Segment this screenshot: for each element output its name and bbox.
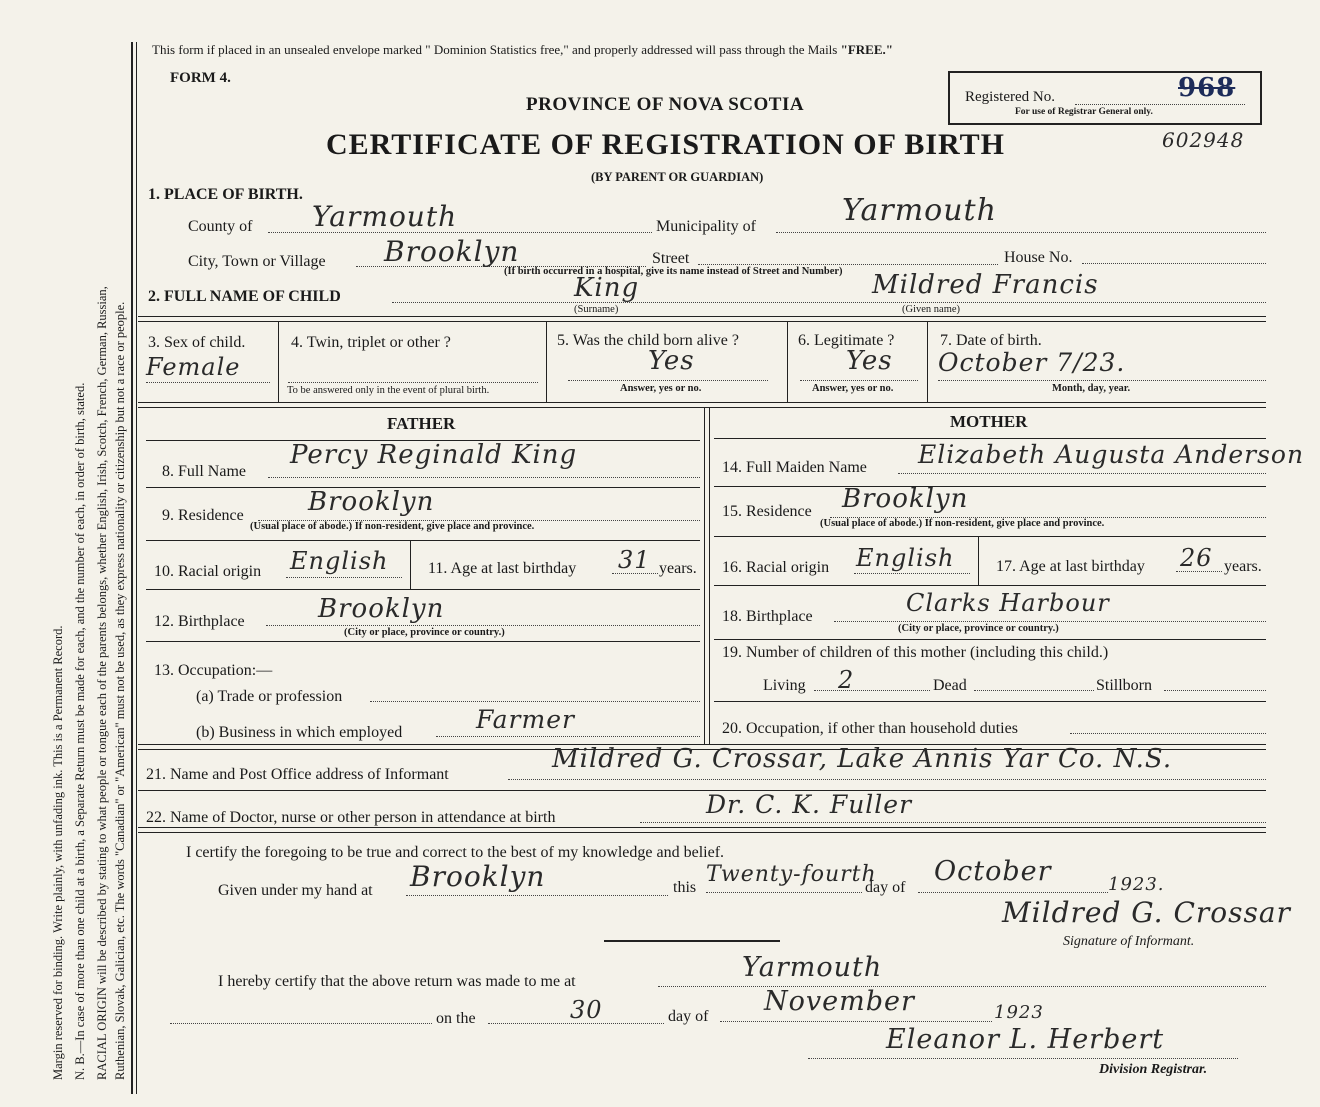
twin-label: 4. Twin, triplet or other ? [291, 334, 451, 351]
mother-race-line [854, 573, 970, 574]
house-line [1082, 263, 1266, 264]
rule-certify-2 [138, 832, 1266, 833]
mother-name-label: 14. Full Maiden Name [722, 459, 867, 476]
given-this-label: this [673, 879, 697, 896]
mother-dead-label: Dead [933, 677, 967, 694]
municipality-label: Municipality of [656, 218, 756, 235]
mother-occupation-label: 20. Occupation, if other than household duties [722, 720, 1018, 737]
registrar-signature-line [808, 1058, 1238, 1059]
father-residence-label: 9. Residence [162, 507, 244, 524]
mother-birthplace-label: 18. Birthplace [722, 608, 813, 625]
father-occupation-label: 13. Occupation:— [154, 662, 273, 679]
registrar-prefix-line [170, 1023, 432, 1024]
form-number: FORM 4. [170, 70, 231, 86]
mother-race-divider [978, 537, 979, 585]
father-rule-4 [146, 589, 700, 590]
given-day-line [706, 892, 862, 893]
rule-doctor [138, 790, 1266, 791]
municipality-value: Yarmouth [842, 193, 997, 228]
twin-line [288, 382, 538, 383]
father-business-label: (b) Business in which employed [196, 724, 403, 741]
mother-birthplace-line [834, 621, 1266, 622]
registrar-statement: I hereby certify that the above return was made to me at [218, 973, 576, 990]
legitimate-line [800, 380, 918, 381]
certificate-subtitle: (BY PARENT OR GUARDIAN) [591, 170, 764, 184]
mother-rule-1 [714, 438, 1266, 439]
mother-living-line [814, 690, 930, 691]
mother-heading: MOTHER [950, 412, 1028, 431]
twin-note: To be answered only in the event of plural birth. [287, 385, 490, 396]
father-birthplace-note: (City or place, province or country.) [344, 627, 505, 638]
registrar-month-value: November [764, 986, 915, 1017]
registrar-dayof-label: day of [668, 1008, 709, 1025]
father-rule-5 [146, 641, 700, 642]
given-year-value: 1923. [1108, 874, 1165, 895]
doctor-label: 22. Name of Doctor, nurse or other person in attendance at birth [146, 809, 556, 826]
doctor-line [640, 822, 1266, 823]
mother-residence-label: 15. Residence [722, 503, 812, 520]
hospital-note: (If birth occurred in a hospital, give its name instead of Street and Number) [504, 266, 843, 277]
informant-value: Mildred G. Crossar, Lake Annis Yar Co. N.S. [552, 744, 1173, 774]
registrar-day-value: 30 [570, 996, 603, 1024]
mother-race-label: 16. Racial origin [722, 559, 830, 576]
father-age-label: 11. Age at last birthday [428, 560, 577, 577]
mother-occupation-line [1070, 733, 1266, 734]
father-birthplace-line [266, 625, 700, 626]
mother-rule-3 [714, 536, 1266, 537]
registered-label: Registered No. [965, 89, 1055, 105]
informant-line [508, 779, 1266, 780]
margin-note-3: RACIAL ORIGIN will be described by stating to what people or tongue each of the parents belongs, whether English, Irish, Scotch, French, German, Russian, [95, 286, 109, 1080]
mother-living-value: 2 [838, 666, 855, 694]
city-value: Brooklyn [384, 235, 520, 268]
father-race-label: 10. Racial origin [154, 563, 262, 580]
registered-number: 968 [1178, 73, 1236, 103]
mother-rule-5 [714, 639, 1266, 640]
registrar-caption: Division Registrar. [1099, 1062, 1208, 1077]
father-residence-note: (Usual place of abode.) If non-resident, give place and province. [250, 521, 535, 532]
father-residence-value: Brooklyn [308, 487, 435, 517]
margin-note-2: N. B.—In case of more than one child at a birth, a Separate Return must be made for each, and the number of each, in order of birth, stated. [73, 382, 87, 1080]
child-given-name: Mildred Francis [872, 270, 1099, 300]
dob-line [938, 380, 1266, 381]
rule-top-boxes-1 [138, 316, 1266, 317]
given-place-line [406, 895, 668, 896]
child-name-line [392, 302, 1266, 303]
stamp-number: 602948 [1162, 128, 1245, 152]
alive-value: Yes [648, 346, 695, 376]
margin-note-4: Ruthenian, Slovak, Galician, etc. The words "Canadian" or "American" must not be used, as they express nationality or citizenship but not a race or people. [113, 301, 127, 1080]
father-age-years: years. [659, 560, 697, 577]
father-age-value: 31 [618, 546, 651, 574]
box-divider-3 [787, 322, 788, 402]
registered-note: For use of Registrar General only. [1015, 107, 1153, 117]
mail-notice: This form if placed in an unsealed envelope marked " Dominion Statistics free," and properly addressed will pass through the Mails "FREE." [152, 42, 893, 57]
informant-label: 21. Name and Post Office address of Informant [146, 766, 449, 783]
mother-rule-6 [714, 701, 1266, 702]
street-label: Street [652, 250, 690, 267]
given-month-line [918, 892, 1108, 893]
parents-divider-1 [704, 408, 705, 744]
legitimate-label: 6. Legitimate ? [798, 332, 895, 349]
certify-statement: I certify the foregoing to be true and correct to the best of my knowledge and belief. [186, 844, 725, 861]
province-title: PROVINCE OF NOVA SCOTIA [526, 94, 805, 115]
rule-certify-1 [138, 827, 1266, 828]
father-heading: FATHER [387, 414, 456, 433]
mother-living-label: Living [763, 677, 806, 694]
mother-name-value: Elizabeth Augusta Anderson [918, 440, 1305, 469]
binding-line-inner [136, 42, 137, 1094]
father-race-value: English [290, 547, 389, 575]
certificate-title: CERTIFICATE OF REGISTRATION OF BIRTH [326, 128, 1005, 161]
father-race-line [286, 577, 402, 578]
doctor-value: Dr. C. K. Fuller [706, 790, 913, 819]
registrar-place-value: Yarmouth [742, 952, 883, 983]
house-label: House No. [1004, 249, 1073, 266]
mother-age-value: 26 [1180, 544, 1213, 572]
father-trade-label: (a) Trade or profession [196, 688, 343, 705]
mother-residence-value: Brooklyn [842, 484, 969, 514]
binding-line [131, 42, 133, 1094]
mother-children-label: 19. Number of children of this mother (including this child.) [722, 644, 1109, 661]
given-dayof-label: day of [865, 879, 906, 896]
sex-value: Female [146, 353, 241, 381]
alive-label: 5. Was the child born alive ? [557, 332, 739, 349]
given-month-value: October [934, 856, 1052, 887]
mother-residence-note: (Usual place of abode.) If non-resident, give place and province. [820, 518, 1105, 529]
registrar-year-value: 1923 [994, 1002, 1044, 1023]
registrar-place-line [658, 986, 1266, 987]
dob-note: Month, day, year. [1052, 383, 1131, 394]
registrar-on-label: on the [436, 1010, 476, 1027]
sex-label: 3. Sex of child. [148, 334, 246, 351]
city-label: City, Town or Village [188, 253, 326, 270]
mother-dead-line [974, 690, 1094, 691]
registrar-signature: Eleanor L. Herbert [886, 1024, 1165, 1055]
mother-race-value: English [856, 544, 955, 572]
dob-value: October 7/23. [938, 348, 1126, 377]
short-separator [604, 940, 780, 942]
father-birthplace-value: Brooklyn [318, 594, 445, 624]
father-name-label: 8. Full Name [162, 463, 246, 480]
county-value: Yarmouth [312, 200, 458, 233]
registrar-month-line [720, 1021, 992, 1022]
dob-label: 7. Date of birth. [940, 332, 1042, 349]
street-line [698, 264, 998, 265]
informant-signature: Mildred G. Crossar [1002, 896, 1291, 929]
child-surname: King [574, 273, 640, 303]
given-place-value: Brooklyn [410, 860, 546, 893]
box-divider-2 [546, 322, 547, 402]
mother-rule-2 [714, 486, 1266, 487]
county-label: County of [188, 218, 253, 235]
mother-stillborn-label: Stillborn [1096, 677, 1153, 694]
margin-note-1: Margin reserved for binding. Write plainly, with unfading ink. This is a Permanent Record. [51, 625, 65, 1080]
rule-parents-1 [138, 402, 1266, 403]
legitimate-value: Yes [846, 346, 893, 376]
given-day-value: Twenty-fourth [706, 862, 877, 887]
mother-stillborn-line [1164, 690, 1266, 691]
legitimate-note: Answer, yes or no. [812, 383, 894, 394]
box-divider-4 [927, 322, 928, 402]
mother-birthplace-value: Clarks Harbour [906, 589, 1110, 617]
mother-rule-4 [714, 585, 1266, 586]
mother-name-line [898, 473, 1266, 474]
child-name-label: 2. FULL NAME OF CHILD [148, 288, 341, 305]
father-business-line [436, 736, 700, 737]
surname-note: (Surname) [574, 304, 619, 315]
parents-divider-2 [709, 408, 710, 744]
place-of-birth-heading: 1. PLACE OF BIRTH. [148, 186, 303, 203]
given-label: Given under my hand at [218, 882, 373, 899]
informant-signature-caption: Signature of Informant. [1063, 934, 1195, 949]
father-business-value: Farmer [476, 705, 575, 734]
rule-top-boxes-2 [138, 321, 1266, 322]
father-name-value: Percy Reginald King [290, 440, 578, 470]
box-divider-1 [278, 322, 279, 402]
municipality-line [776, 232, 1266, 233]
given-note: (Given name) [902, 304, 961, 315]
sex-line [146, 382, 270, 383]
father-race-divider [410, 541, 411, 589]
rule-parents-2 [138, 407, 1266, 408]
mother-birthplace-note: (City or place, province or country.) [898, 623, 1059, 634]
mother-age-label: 17. Age at last birthday [996, 558, 1145, 575]
father-birthplace-label: 12. Birthplace [154, 613, 245, 630]
father-name-line [268, 477, 700, 478]
alive-line [568, 380, 768, 381]
father-rule-3 [146, 540, 700, 541]
mother-age-years: years. [1224, 558, 1262, 575]
registered-dots [1075, 104, 1245, 105]
alive-note: Answer, yes or no. [620, 383, 702, 394]
father-trade-line [370, 701, 700, 702]
